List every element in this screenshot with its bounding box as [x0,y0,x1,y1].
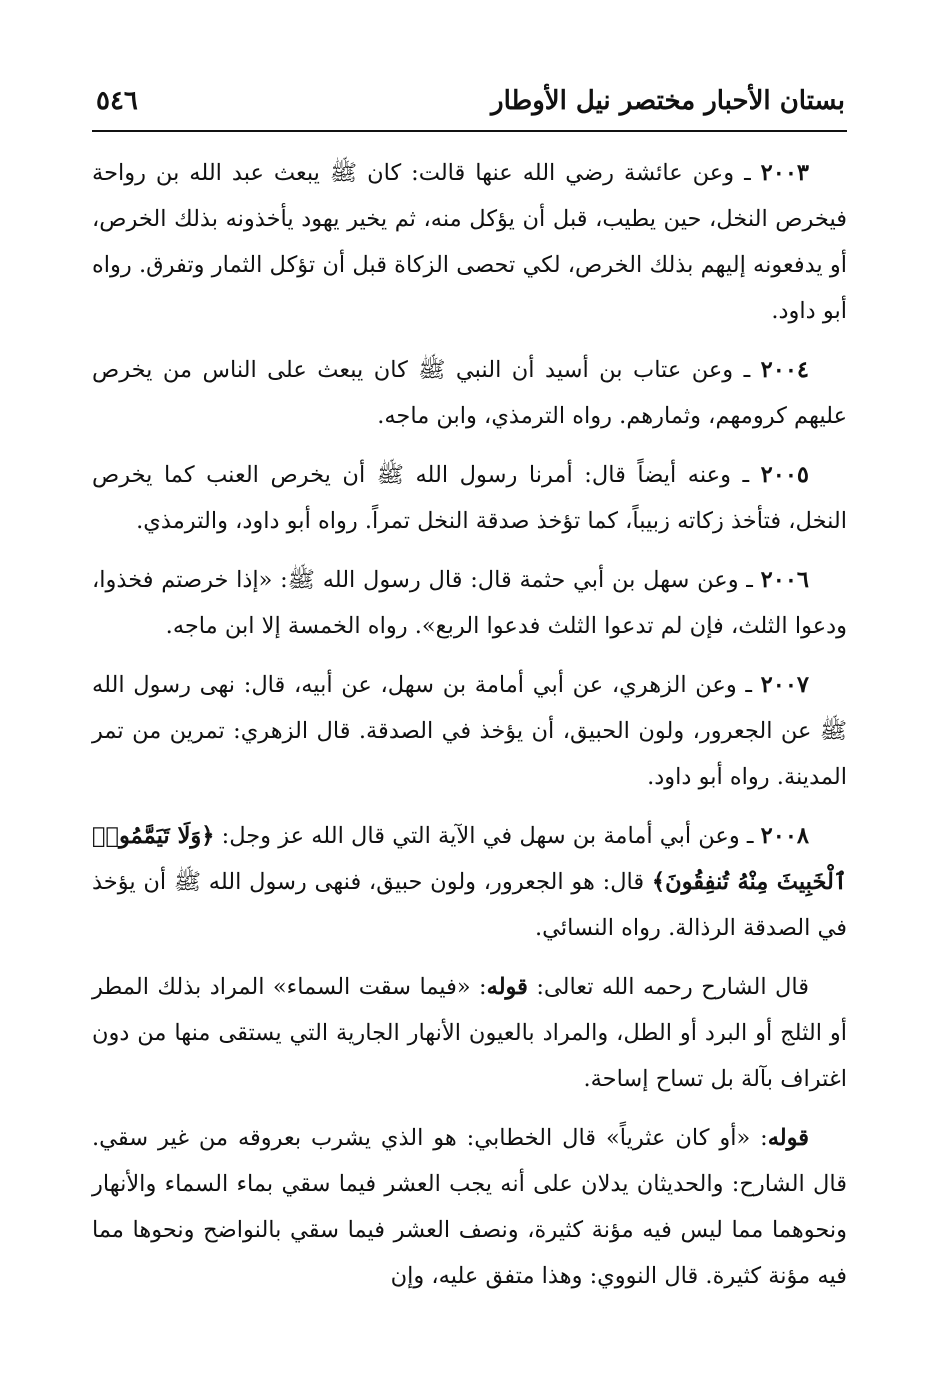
book-title: بستان الأحبار مختصر نيل الأوطار [491,86,845,116]
hadith-number: ٢٠٠٥ [760,462,809,488]
hadith-2008 [92,813,847,951]
commentary-text: : «أو كان عثرياً» قال الخطابي: هو الذي يشرب بعروقه من غير سقي. قال الشارح: والحديثان يدلان على أنه يجب العشر فيما سقي بماء السماء والأنهار ونحوهما مما ليس فيه مؤنة كثيرة، ونصف العشر فيما سقي بالنواضح ونحوها مما فيه مؤنة كثيرة. قال النووي: وهذا متفق عليه، وإن [92,1125,847,1289]
hadith-2003 [92,150,847,334]
hadith-text: ـ وعن عائشة رضي الله عنها قالت: كان ﷺ يبعث عبد الله بن رواحة فيخرص النخل، حين يطيب، قبل أن يؤكل منه، ثم يخير يهود يأخذونه بذلك الخرص، أو يدفعونه إليهم بذلك الخرص، لكي تحصى الزكاة قبل أن تؤكل الثمار وتفرق. رواه أبو داود. [92,160,847,324]
hadith-text: ـ وعن الزهري، عن أبي أمامة بن سهل، عن أبيه، قال: نهى رسول الله ﷺ عن الجعرور، ولون الحبيق، أن يؤخذ في الصدقة. قال الزهري: تمرين من تمر المدينة. رواه أبو داود. [92,672,847,790]
commentary-keyword: قوله [486,974,528,1000]
page-header [92,84,847,132]
hadith-2004 [92,347,847,439]
quran-verse: ﴿وَلَا تَيَمَّمُوا۟ ٱلْخَبِيثَ مِنْهُ تُنفِقُونَ﴾ [92,823,848,895]
hadith-2005 [92,452,847,544]
hadith-text: ـ وعن أبي أمامة بن سهل في الآية التي قال الله عز وجل: [214,823,761,849]
hadith-number: ٢٠٠٦ [760,567,809,593]
page-number: ٥٤٦ [96,86,138,116]
commentary-text: : «فيما سقت السماء» المراد بذلك المطر أو الثلج أو البرد أو الطل، والمراد بالعيون الأنهار الجارية التي يستقى منها من دون اغتراف بآلة بل تساح إساحة. [92,974,847,1092]
hadith-2006 [92,557,847,649]
hadith-text-continued: قال: هو الجعرور، ولون حبيق، فنهى رسول الله ﷺ أن يؤخذ في الصدقة الرذالة. رواه النسائي. [92,869,847,941]
hadith-text: ـ وعنه أيضاً قال: أمرنا رسول الله ﷺ أن يخرص العنب كما يخرص النخل، فتأخذ زكاته زبيباً، كما تؤخذ صدقة النخل تمراً. رواه أبو داود، والترمذي. [92,462,847,534]
hadith-number: ٢٠٠٣ [760,160,809,186]
commentary-paragraph [92,1115,847,1299]
commentary-keyword: قوله [767,1125,809,1151]
commentary-intro: قال الشارح رحمه الله تعالى: [527,974,809,1000]
hadith-number: ٢٠٠٨ [760,823,809,849]
commentary-paragraph [92,964,847,1102]
hadith-text: ـ وعن سهل بن أبي حثمة قال: قال رسول الله ﷺ: «إذا خرصتم فخذوا، ودعوا الثلث، فإن لم تدعوا الثلث فدعوا الربع». رواه الخمسة إلا ابن ماجه. [92,567,847,639]
hadith-text: ـ وعن عتاب بن أسيد أن النبي ﷺ كان يبعث على الناس من يخرص عليهم كرومهم، وثمارهم. رواه الترمذي، وابن ماجه. [92,357,847,429]
hadith-number: ٢٠٠٧ [760,672,809,698]
page-content [92,150,847,1312]
hadith-number: ٢٠٠٤ [760,357,809,383]
hadith-2007 [92,662,847,800]
